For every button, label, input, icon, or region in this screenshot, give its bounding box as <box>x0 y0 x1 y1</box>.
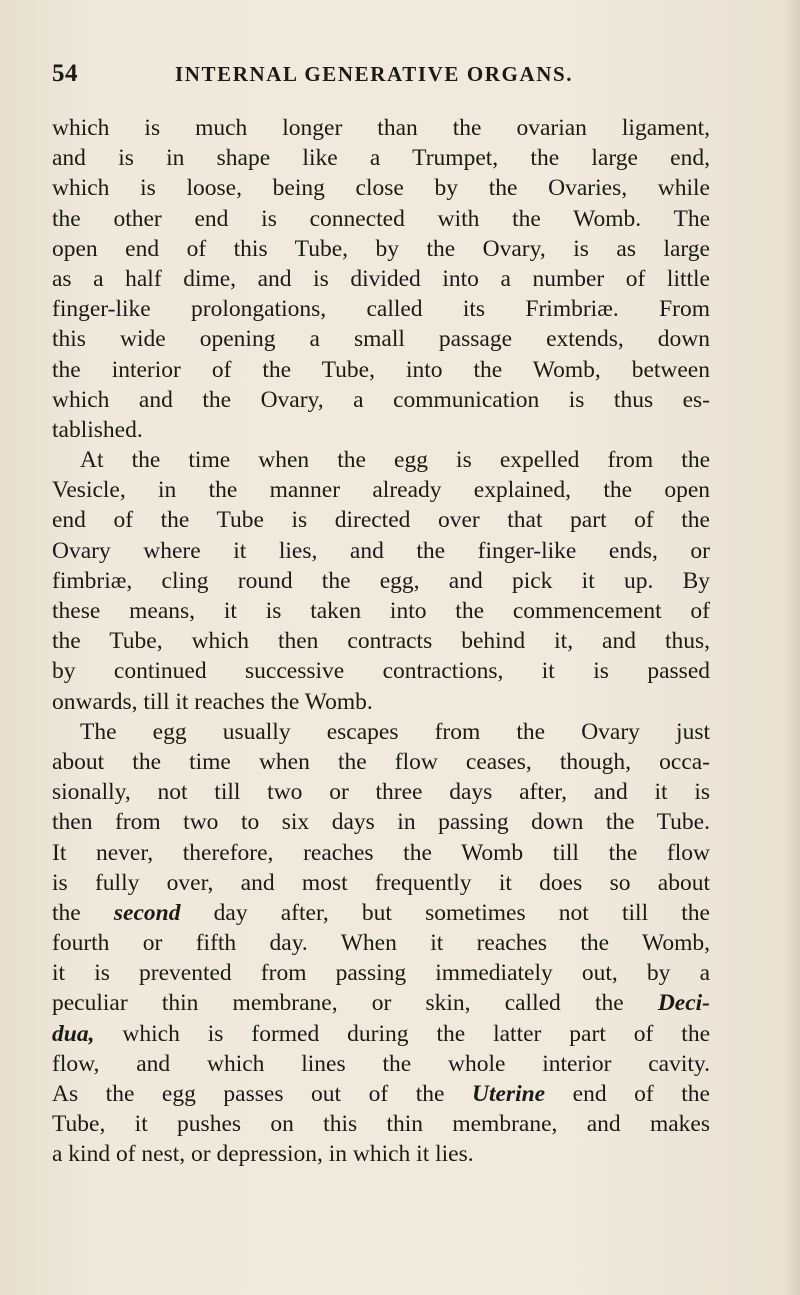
text-line: it is prevented from passing immediately out, by a <box>52 960 710 987</box>
page-header <box>52 60 762 92</box>
text-line: end of the Tube is directed over that part of the <box>52 507 710 534</box>
text-run: day after, but sometimes not till the <box>180 899 710 926</box>
text-line: then from two to six days in passing down the Tube. <box>52 809 710 836</box>
body-text <box>52 113 710 1170</box>
text-run: As the egg passes out of the <box>52 1081 472 1107</box>
text-line: At the time when the egg is expelled from the <box>80 447 710 474</box>
text-line: these means, it is taken into the commencement of <box>52 598 710 624</box>
text-line: and is in shape like a Trumpet, the large end, <box>52 145 710 172</box>
text-line: finger-like prolongations, called its Frimbriæ. From <box>52 296 710 323</box>
text-line: The egg usually escapes from the Ovary just <box>80 718 710 745</box>
text-line: Tube, it pushes on this thin membrane, and makes <box>52 1111 710 1138</box>
text-line <box>52 898 710 928</box>
italic-word: dua, <box>52 1020 95 1047</box>
italic-word: Deci- <box>657 990 710 1017</box>
text-line: fourth or fifth day. When it reaches the Womb, <box>52 930 710 957</box>
text-line: the interior of the Tube, into the Womb, between <box>52 356 710 383</box>
text-line: flow, and which lines the whole interior cavity. <box>52 1050 710 1077</box>
italic-word: second <box>113 899 181 926</box>
text-line: which is much longer than the ovarian ligament, <box>52 115 710 141</box>
text-line: open end of this Tube, by the Ovary, is as large <box>52 235 710 262</box>
text-line: about the time when the flow ceases, though, occa- <box>52 748 710 775</box>
text-line: onwards, till it reaches the Womb. <box>52 688 373 715</box>
text-line: tablished. <box>52 416 143 443</box>
text-line: a kind of nest, or depression, in which it lies. <box>52 1141 474 1168</box>
text-line: by continued successive contractions, it is passed <box>52 658 710 685</box>
text-line <box>52 1079 710 1109</box>
text-line: Ovary where it lies, and the finger-like ends, or <box>52 537 710 564</box>
text-run: end of the <box>545 1081 710 1107</box>
text-line <box>52 988 710 1018</box>
running-head: INTERNAL GENERATIVE ORGANS. <box>175 62 574 86</box>
text-line: the other end is connected with the Womb. The <box>52 205 710 232</box>
text-line: which and the Ovary, a communication is thus es- <box>52 386 710 413</box>
text-line: as a half dime, and is divided into a number of little <box>52 265 710 292</box>
text-line: is fully over, and most frequently it does so about <box>52 869 710 896</box>
text-line <box>52 1019 710 1049</box>
page-number: 54 <box>52 60 78 87</box>
text-run: peculiar thin membrane, or skin, called the <box>52 990 658 1017</box>
text-line: sionally, not till two or three days after, and it is <box>52 779 710 806</box>
page-edge-shadow <box>784 0 800 1295</box>
text-line: It never, therefore, reaches the Womb till the flow <box>52 839 710 866</box>
text-run: the <box>52 899 114 926</box>
text-line: Vesicle, in the manner already explained, the open <box>52 477 710 504</box>
text-line: which is loose, being close by the Ovaries, while <box>52 175 710 202</box>
text-line: the Tube, which then contracts behind it, and thus, <box>52 628 710 655</box>
italic-word: Uterine <box>472 1081 546 1107</box>
text-line: fimbriæ, cling round the egg, and pick it up. By <box>52 567 710 594</box>
text-run: which is formed during the latter part of the <box>94 1020 710 1047</box>
text-line: this wide opening a small passage extends, down <box>52 326 710 353</box>
